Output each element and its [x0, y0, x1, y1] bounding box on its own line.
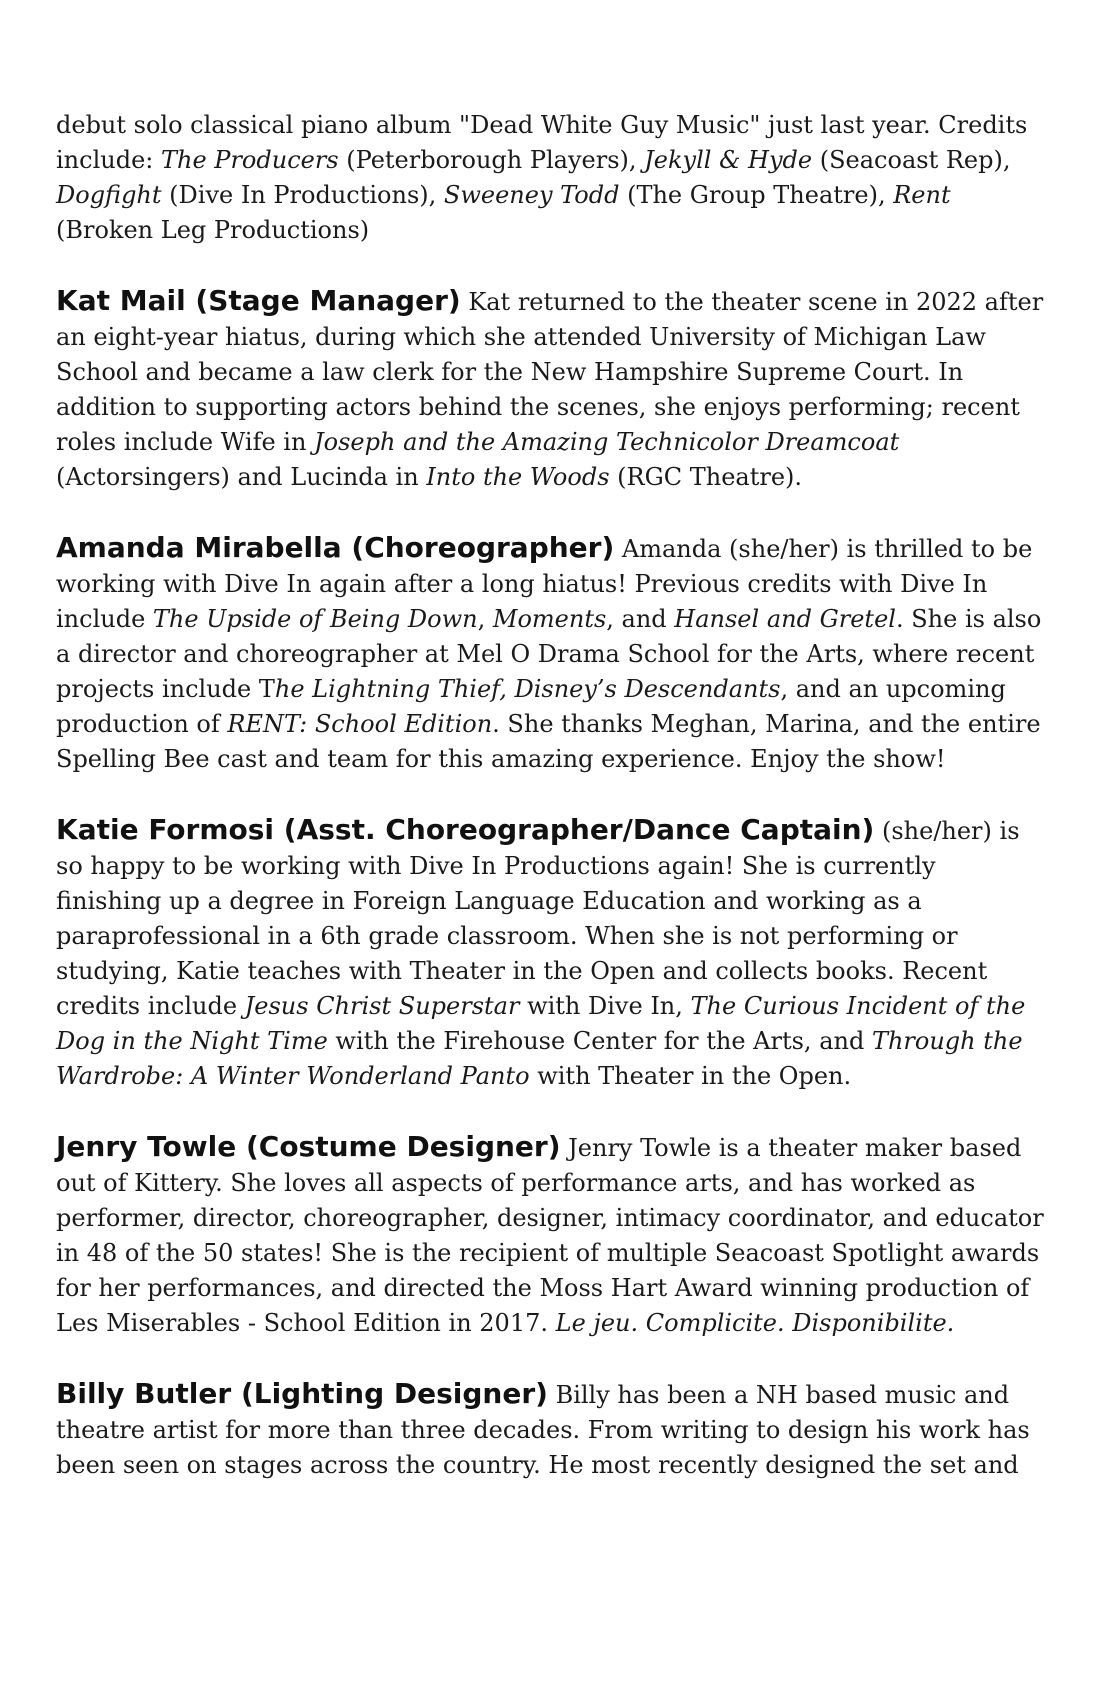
bio-paragraph — [56, 108, 1048, 248]
bio-paragraph — [56, 812, 1048, 1094]
work-title: The Curious Incident of the Dog in the Night Time — [56, 992, 1026, 1055]
work-title: Dogfight — [56, 181, 162, 209]
work-title: he Lightning Thief, Disney’s Descendants — [274, 675, 781, 703]
work-title: Into the Woods — [426, 463, 610, 491]
work-title: RENT: School Edition — [227, 710, 493, 738]
work-title: Jesus Christ Superstar — [244, 992, 520, 1020]
bio-text: (Seacoast Rep), — [812, 146, 1011, 174]
bio-name: Kat Mail (Stage Manager) — [56, 284, 461, 317]
bio-text: (Actorsingers) and Lucinda in — [56, 463, 427, 491]
work-title: Sweeney Todd — [443, 181, 620, 209]
bio-text: Billy has been a NH based music and theatre artist for more than three decades. From writing to design his work has been seen on stages across the country. He most recently designed the set and — [56, 1381, 1030, 1479]
bio-text: (RGC Theatre). — [609, 463, 803, 491]
work-title: Jekyll & Hyde — [644, 146, 813, 174]
bio-text: Amanda (she/her) is thrilled to be working with Dive In again after a long hiatus! Previous credits with Dive In include — [56, 535, 1033, 633]
bio-name: Amanda Mirabella (Choreographer) — [56, 531, 615, 564]
bio-text: , and an upcoming production of — [56, 675, 1006, 738]
bio-name: Jenry Towle (Costume Designer) — [56, 1130, 561, 1163]
bio-text: with Theater in the Open. — [529, 1062, 852, 1090]
bio-text: (Dive In Productions), — [161, 181, 444, 209]
bio-text: , and — [606, 605, 675, 633]
bio-text: Kat returned to the theater scene in 2022 after an eight-year hiatus, during which she attended University of Michigan Law School and became a law clerk for the New Hampshire Supreme Court. In addition to supporting actors behind the scenes, she enjoys performing; recent roles include Wife in — [56, 288, 1044, 456]
bio-text: (Broken Leg Productions) — [56, 216, 370, 244]
bio-paragraph — [56, 1376, 1048, 1483]
bio-text: (Peterborough Players), — [338, 146, 645, 174]
bio-paragraph — [56, 530, 1048, 777]
bio-text: (The Group Theatre), — [619, 181, 894, 209]
work-title: Moments — [492, 605, 607, 633]
bio-text: Jenry Towle is a theater maker based out of Kittery. She loves all aspects of performance arts, and has worked as performer, director, choreographer, designer, intimacy coordinator, and educator in 48 of the 50 states! She is the recipient of multiple Seacoast Spotlight awards for her performances, and directed the Moss Hart Award winning production of Les Miserables - School Edition in 2017. — [56, 1134, 1044, 1337]
work-title: Hansel and Gretel — [674, 605, 896, 633]
bio-text: , — [477, 605, 493, 633]
work-title: The Producers — [161, 146, 339, 174]
work-title: Le jeu. Complicite. Disponibilite. — [555, 1309, 955, 1337]
work-title: Through the Wardrobe: A Winter Wonderland Panto — [56, 1027, 1023, 1090]
bio-text: debut solo classical piano album "Dead White Guy Music" just last year. Credits include: — [56, 111, 1028, 174]
bio-text: with Dive In, — [519, 992, 691, 1020]
program-bios-page — [56, 108, 1048, 1483]
work-title: The Upside of Being Down — [152, 605, 478, 633]
bio-text: . She is also a director and choreographer at Mel O Drama School for the Arts, where recent projects include T — [56, 605, 1042, 703]
bio-paragraph — [56, 1129, 1048, 1341]
bio-name: Billy Butler (Lighting Designer) — [56, 1377, 548, 1410]
bio-text: with the Firehouse Center for the Arts, and — [327, 1027, 872, 1055]
work-title: Joseph and the Amazing Technicolor Dreamcoat — [314, 428, 900, 456]
work-title: Rent — [893, 181, 951, 209]
bio-paragraph — [56, 283, 1048, 495]
bio-name: Katie Formosi (Asst. Choreographer/Dance Captain) — [56, 813, 875, 846]
bio-text: (she/her) is so happy to be working with Dive In Productions again! She is currently finishing up a degree in Foreign Language Education and working as a paraprofessional in a 6th grade classroom. When she is not performing or studying, Katie teaches with Theater in the Open and collects books. Recent credits include — [56, 817, 1020, 1020]
bio-text: . She thanks Meghan, Marina, and the entire Spelling Bee cast and team for this amazing experience. Enjoy the show! — [56, 710, 1041, 773]
